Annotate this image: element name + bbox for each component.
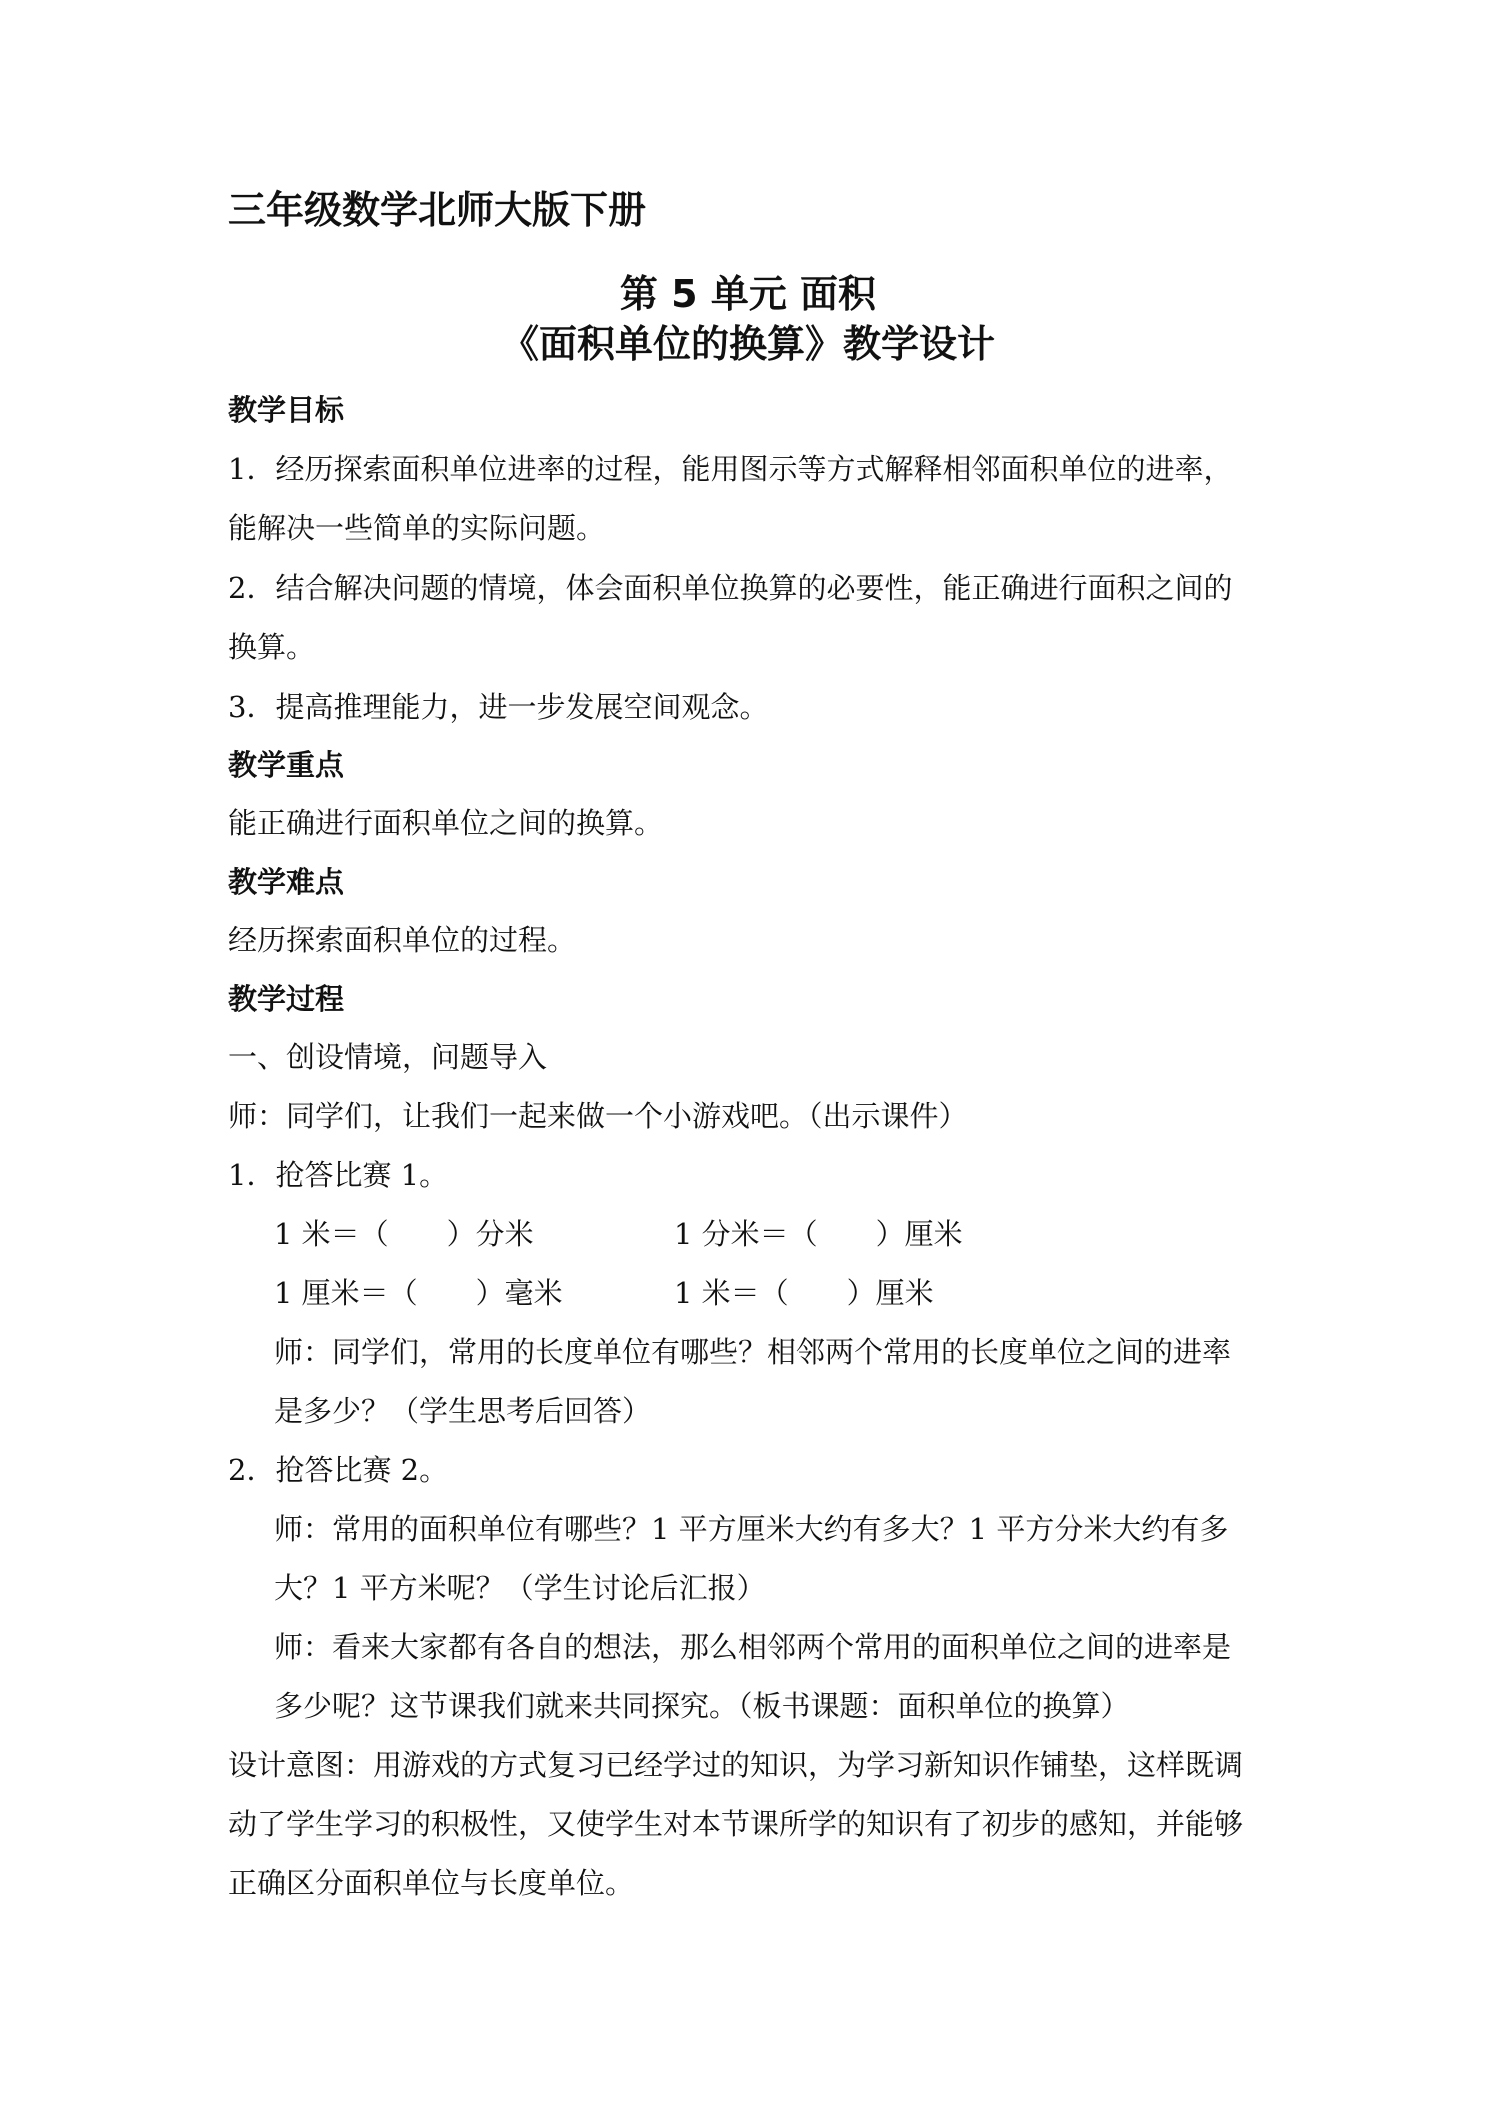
- difficulty-heading: 教学难点: [228, 865, 345, 899]
- design-intent-line-2: 动了学生学习的积极性，又使学生对本节课所学的知识有了初步的感知，并能够: [228, 1807, 1244, 1841]
- objective-2-line-1: 2．结合解决问题的情境，体会面积单位换算的必要性，能正确进行面积之间的: [228, 571, 1233, 605]
- quiz-2-teacher-line-2: 多少呢？这节课我们就来共同探究。（板书课题：面积单位的换算）: [274, 1689, 1130, 1723]
- quiz-1-title: 1．抢答比赛 1。: [228, 1158, 449, 1192]
- part-1-title: 一、创设情境，问题导入: [228, 1040, 548, 1074]
- quiz-1-row-2-col-2: 1 米＝（ ）厘米: [674, 1276, 934, 1310]
- unit-title: 第 5 单元 面积: [619, 272, 877, 316]
- objective-2-line-2: 换算。: [228, 630, 316, 664]
- quiz-2-title: 2．抢答比赛 2。: [228, 1453, 449, 1487]
- objectives-heading: 教学目标: [228, 393, 345, 427]
- design-intent-line-1: 设计意图：用游戏的方式复习已经学过的知识，为学习新知识作铺垫，这样既调: [228, 1748, 1244, 1782]
- quiz-1-row-2-col-1: 1 厘米＝（ ）毫米: [274, 1276, 563, 1310]
- lesson-title: 《面积单位的换算》教学设计: [500, 322, 995, 366]
- key-point-text: 能正确进行面积单位之间的换算。: [228, 806, 664, 840]
- objective-1-line-1: 1．经历探索面积单位进率的过程，能用图示等方式解释相邻面积单位的进率，: [228, 452, 1233, 486]
- quiz-1-row-1-col-2: 1 分米＝（ ）厘米: [674, 1217, 963, 1251]
- quiz-2-teacher-line-1: 师：看来大家都有各自的想法，那么相邻两个常用的面积单位之间的进率是: [274, 1630, 1232, 1664]
- process-heading: 教学过程: [228, 982, 345, 1016]
- quiz-2-question-line-1: 师：常用的面积单位有哪些？1 平方厘米大约有多大？1 平方分米大约有多: [274, 1512, 1229, 1546]
- quiz-1-question-line-2: 是多少？（学生思考后回答）: [274, 1394, 652, 1428]
- objective-3: 3．提高推理能力，进一步发展空间观念。: [228, 690, 769, 724]
- teacher-intro: 师：同学们，让我们一起来做一个小游戏吧。（出示课件）: [228, 1099, 968, 1133]
- quiz-1-question-line-1: 师：同学们，常用的长度单位有哪些？相邻两个常用的长度单位之间的进率: [274, 1335, 1232, 1369]
- quiz-2-question-line-2: 大？1 平方米呢？（学生讨论后汇报）: [274, 1571, 766, 1605]
- quiz-1-row-1-col-1: 1 米＝（ ）分米: [274, 1217, 534, 1251]
- design-intent-line-3: 正确区分面积单位与长度单位。: [228, 1866, 635, 1900]
- objective-1-line-2: 能解决一些简单的实际问题。: [228, 511, 606, 545]
- key-point-heading: 教学重点: [228, 748, 345, 782]
- difficulty-text: 经历探索面积单位的过程。: [228, 923, 577, 957]
- series-title: 三年级数学北师大版下册: [228, 188, 647, 232]
